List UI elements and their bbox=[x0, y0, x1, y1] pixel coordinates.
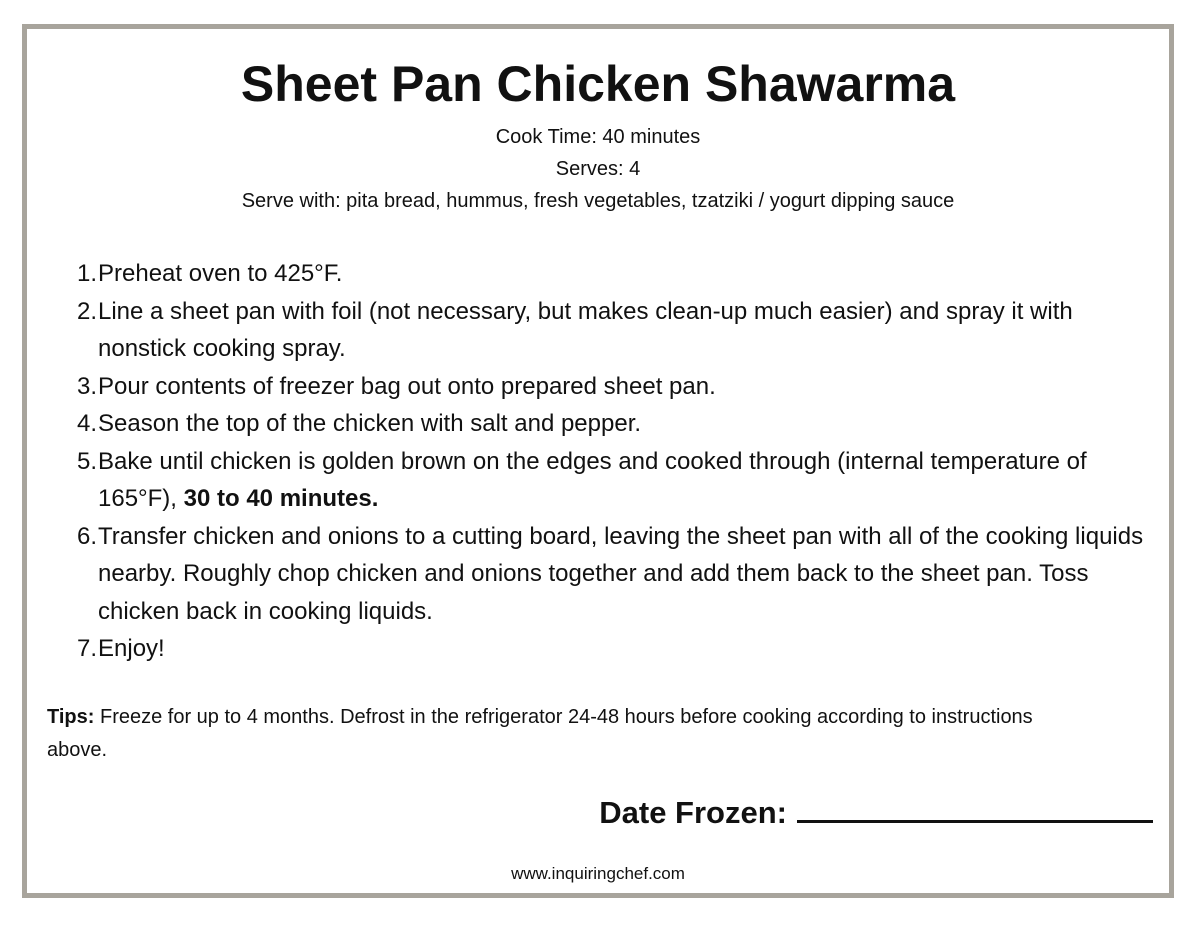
step-item bbox=[67, 630, 1152, 668]
step-text: Enjoy! bbox=[98, 635, 165, 662]
tips-text: Freeze for up to 4 months. Defrost in the refrigerator 24-48 hours before cooking according to instructions above. bbox=[47, 706, 1033, 761]
step-number: 5. bbox=[76, 447, 97, 475]
step-number: 2. bbox=[76, 297, 97, 325]
step-text: Season the top of the chicken with salt and pepper. bbox=[98, 410, 642, 437]
serves: Serves: 4 bbox=[555, 158, 641, 180]
step-number: 3. bbox=[76, 372, 97, 400]
serve-with: Serve with: pita bread, hummus, fresh vegetables, tzatziki / yogurt dipping sauce bbox=[241, 190, 955, 212]
step-text: Transfer chicken and onions to a cutting board, leaving the sheet pan with all of the cooking liquids nearby. Roughly chop chicken and onions together and add them back to the sheet pan. Toss chicken back in cooking liquids. bbox=[98, 522, 1144, 625]
step-number: 1. bbox=[76, 260, 97, 287]
step-number: 6. bbox=[76, 522, 97, 550]
recipe-card bbox=[22, 24, 1174, 898]
step-number: 7. bbox=[76, 635, 97, 662]
step-item bbox=[67, 518, 1152, 631]
step-bake-time: 30 to 40 minutes. bbox=[183, 485, 379, 512]
tips bbox=[47, 701, 1087, 767]
step-text: Pour contents of freezer bag out onto prepared sheet pan. bbox=[98, 372, 716, 400]
step-item bbox=[67, 368, 1152, 406]
step-item bbox=[67, 405, 1152, 443]
step-number: 4. bbox=[76, 410, 97, 437]
step-item bbox=[67, 255, 1152, 293]
tips-label: Tips: bbox=[47, 706, 95, 728]
step-text: Preheat oven to 425°F. bbox=[98, 260, 343, 287]
date-frozen-blank-line bbox=[797, 794, 1153, 823]
date-frozen-label: Date Frozen: bbox=[599, 795, 787, 830]
step-text: Bake until chicken is golden brown on the edges and cooked through (internal temperature of 165°F), bbox=[98, 447, 1087, 512]
recipe-title: Sheet Pan Chicken Shawarma bbox=[240, 56, 956, 112]
instructions-list bbox=[67, 255, 1152, 668]
step-text: Line a sheet pan with foil (not necessary, but makes clean-up much easier) and spray it with nonstick cooking spray. bbox=[98, 297, 1073, 362]
step-item bbox=[67, 443, 1152, 518]
footer-website: www.inquiringchef.com bbox=[511, 864, 685, 883]
cook-time: Cook Time: 40 minutes bbox=[495, 126, 701, 148]
step-item bbox=[67, 293, 1152, 368]
date-frozen bbox=[599, 794, 1153, 831]
step-text-wrapper bbox=[97, 443, 1152, 518]
